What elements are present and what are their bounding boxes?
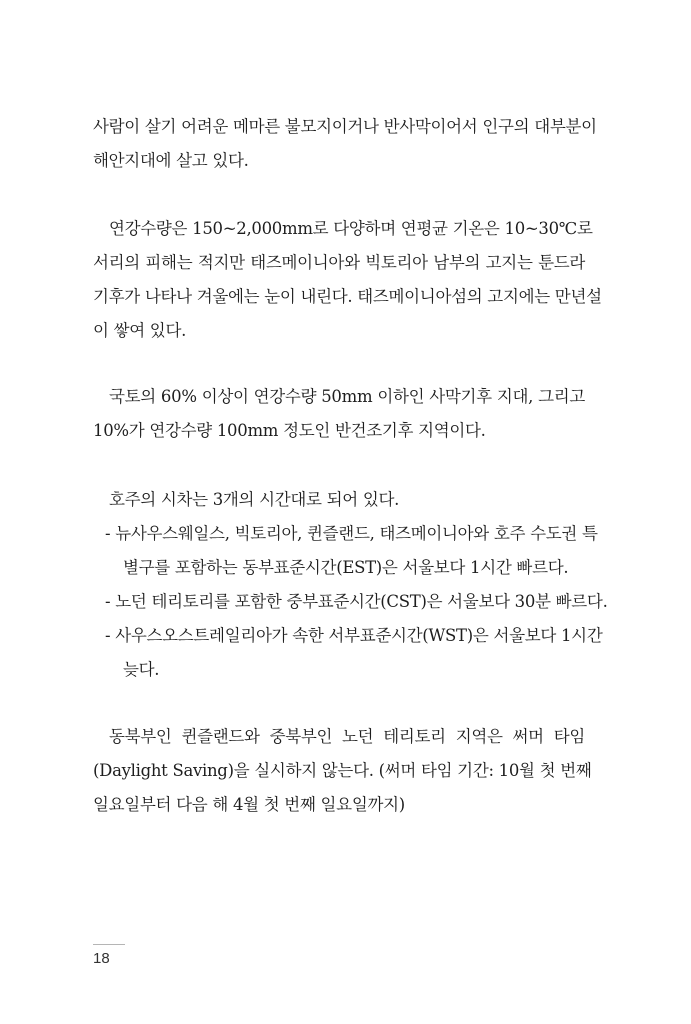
list-item-cst: - 노던 테리토리를 포함한 중부표준시간(CST)은 서울보다 30분 빠르다. bbox=[105, 592, 608, 611]
page-number: 18 bbox=[93, 950, 110, 967]
paragraph-climate bbox=[93, 212, 602, 348]
text-line: (Daylight Saving)을 실시하지 않는다. (써머 타임 기간: 10월 첫 번째 bbox=[93, 761, 592, 780]
paragraph-daylight-saving bbox=[93, 720, 592, 822]
text-line: 동북부인 퀸즐랜드와 중북부인 노던 테리토리 지역은 써머 타임 bbox=[109, 727, 585, 746]
text-line: 이 쌓여 있다. bbox=[93, 321, 187, 340]
list-item-est-continued: 별구를 포함하는 동부표준시간(EST)은 서울보다 1시간 빠르다. bbox=[123, 558, 569, 577]
footer-divider bbox=[93, 944, 125, 945]
paragraph-timezones bbox=[93, 483, 608, 687]
text-line: 연강수량은 150~2,000mm로 다양하며 연평균 기온은 10~30℃로 bbox=[109, 219, 593, 238]
list-item-est: - 뉴사우스웨일스, 빅토리아, 퀸즐랜드, 태즈메이니아와 호주 수도권 특 bbox=[105, 524, 598, 543]
paragraph-population bbox=[93, 110, 597, 178]
text-line: 10%가 연강수량 100mm 정도인 반건조기후 지역이다. bbox=[93, 421, 486, 440]
paragraph-desert bbox=[93, 380, 585, 448]
list-item-wst-continued: 늦다. bbox=[123, 660, 160, 679]
text-line: 사람이 살기 어려운 메마른 불모지이거나 반사막이어서 인구의 대부분이 bbox=[93, 117, 597, 136]
text-line: 호주의 시차는 3개의 시간대로 되어 있다. bbox=[109, 490, 400, 509]
text-line: 기후가 나타나 겨울에는 눈이 내린다. 태즈메이니아섬의 고지에는 만년설 bbox=[93, 287, 602, 306]
text-line: 서리의 피해는 적지만 태즈메이니아와 빅토리아 남부의 고지는 툰드라 bbox=[93, 253, 585, 272]
text-line: 해안지대에 살고 있다. bbox=[93, 151, 249, 170]
list-item-wst: - 사우스오스트레일리아가 속한 서부표준시간(WST)은 서울보다 1시간 bbox=[105, 626, 603, 645]
text-line: 국토의 60% 이상이 연강수량 50mm 이하인 사막기후 지대, 그리고 bbox=[109, 387, 585, 406]
text-line: 일요일부터 다음 해 4월 첫 번째 일요일까지) bbox=[93, 795, 405, 814]
